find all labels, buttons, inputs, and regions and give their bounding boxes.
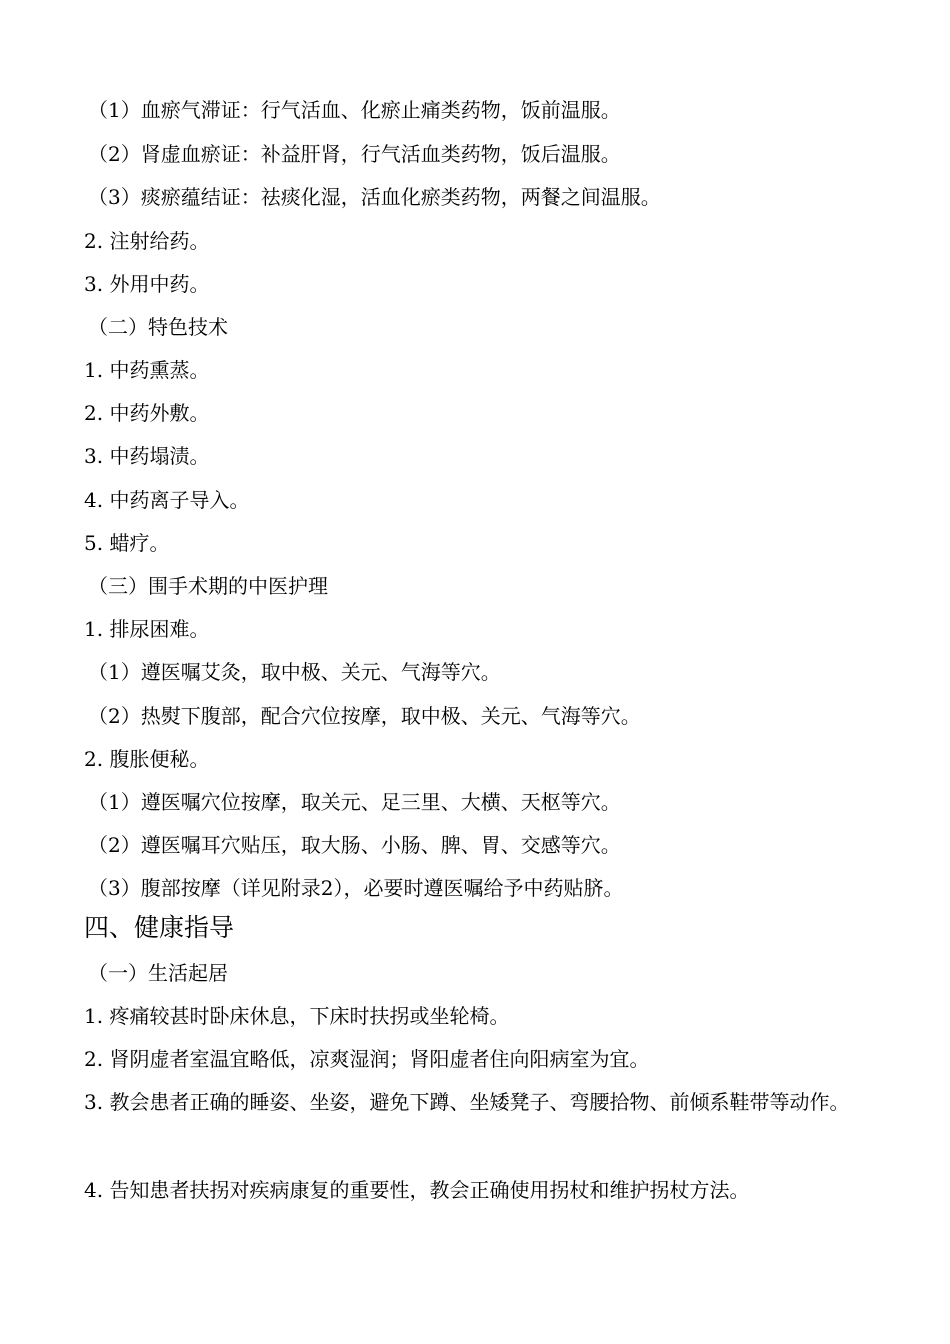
technique-item-1: 1. 中药熏蒸。 xyxy=(84,358,210,382)
constipation-item: 2. 腹胀便秘。 xyxy=(84,747,210,771)
dysuria-subitem-1: （1）遵医嘱艾灸，取中极、关元、气海等穴。 xyxy=(88,660,501,684)
external-medicine-item: 3. 外用中药。 xyxy=(84,272,210,296)
technique-item-2: 2. 中药外敷。 xyxy=(84,401,210,425)
technique-item-5: 5. 蜡疗。 xyxy=(84,531,170,555)
technique-item-3: 3. 中药塌渍。 xyxy=(84,444,210,468)
dysuria-item: 1. 排尿困难。 xyxy=(84,617,210,641)
daily-life-item-3: 3. 教会患者正确的睡姿、坐姿，避免下蹲、坐矮凳子、弯腰拾物、前倾系鞋带等动作。 xyxy=(84,1090,850,1114)
health-guidance-heading: 四、健康指导 xyxy=(84,913,235,942)
constipation-subitem-1: （1）遵医嘱穴位按摩，取关元、足三里、大横、天枢等穴。 xyxy=(88,790,621,814)
technique-item-4: 4. 中药离子导入。 xyxy=(84,488,250,512)
dysuria-subitem-2: （2）热熨下腹部，配合穴位按摩，取中极、关元、气海等穴。 xyxy=(88,704,641,728)
special-techniques-heading: （二）特色技术 xyxy=(88,315,228,339)
injection-item: 2. 注射给药。 xyxy=(84,229,210,253)
herbal-dosage-item-3: （3）痰瘀蕴结证：祛痰化湿，活血化瘀类药物，两餐之间温服。 xyxy=(88,185,661,209)
herbal-dosage-item-2: （2）肾虚血瘀证：补益肝肾，行气活血类药物，饭后温服。 xyxy=(88,142,621,166)
perioperative-heading: （三）围手术期的中医护理 xyxy=(88,574,328,598)
daily-life-item-2: 2. 肾阴虚者室温宜略低，凉爽湿润；肾阳虚者住向阳病室为宜。 xyxy=(84,1047,650,1071)
constipation-subitem-3: （3）腹部按摩（详见附录2），必要时遵医嘱给予中药贴脐。 xyxy=(88,876,624,900)
constipation-subitem-2: （2）遵医嘱耳穴贴压，取大肠、小肠、脾、胃、交感等穴。 xyxy=(88,833,621,857)
daily-life-item-1: 1. 疼痛较甚时卧床休息，下床时扶拐或坐轮椅。 xyxy=(84,1004,510,1028)
daily-life-heading: （一）生活起居 xyxy=(88,961,228,985)
daily-life-item-4: 4. 告知患者扶拐对疾病康复的重要性，教会正确使用拐杖和维护拐杖方法。 xyxy=(84,1178,750,1202)
herbal-dosage-item-1: （1）血瘀气滞证：行气活血、化瘀止痛类药物，饭前温服。 xyxy=(88,98,621,122)
